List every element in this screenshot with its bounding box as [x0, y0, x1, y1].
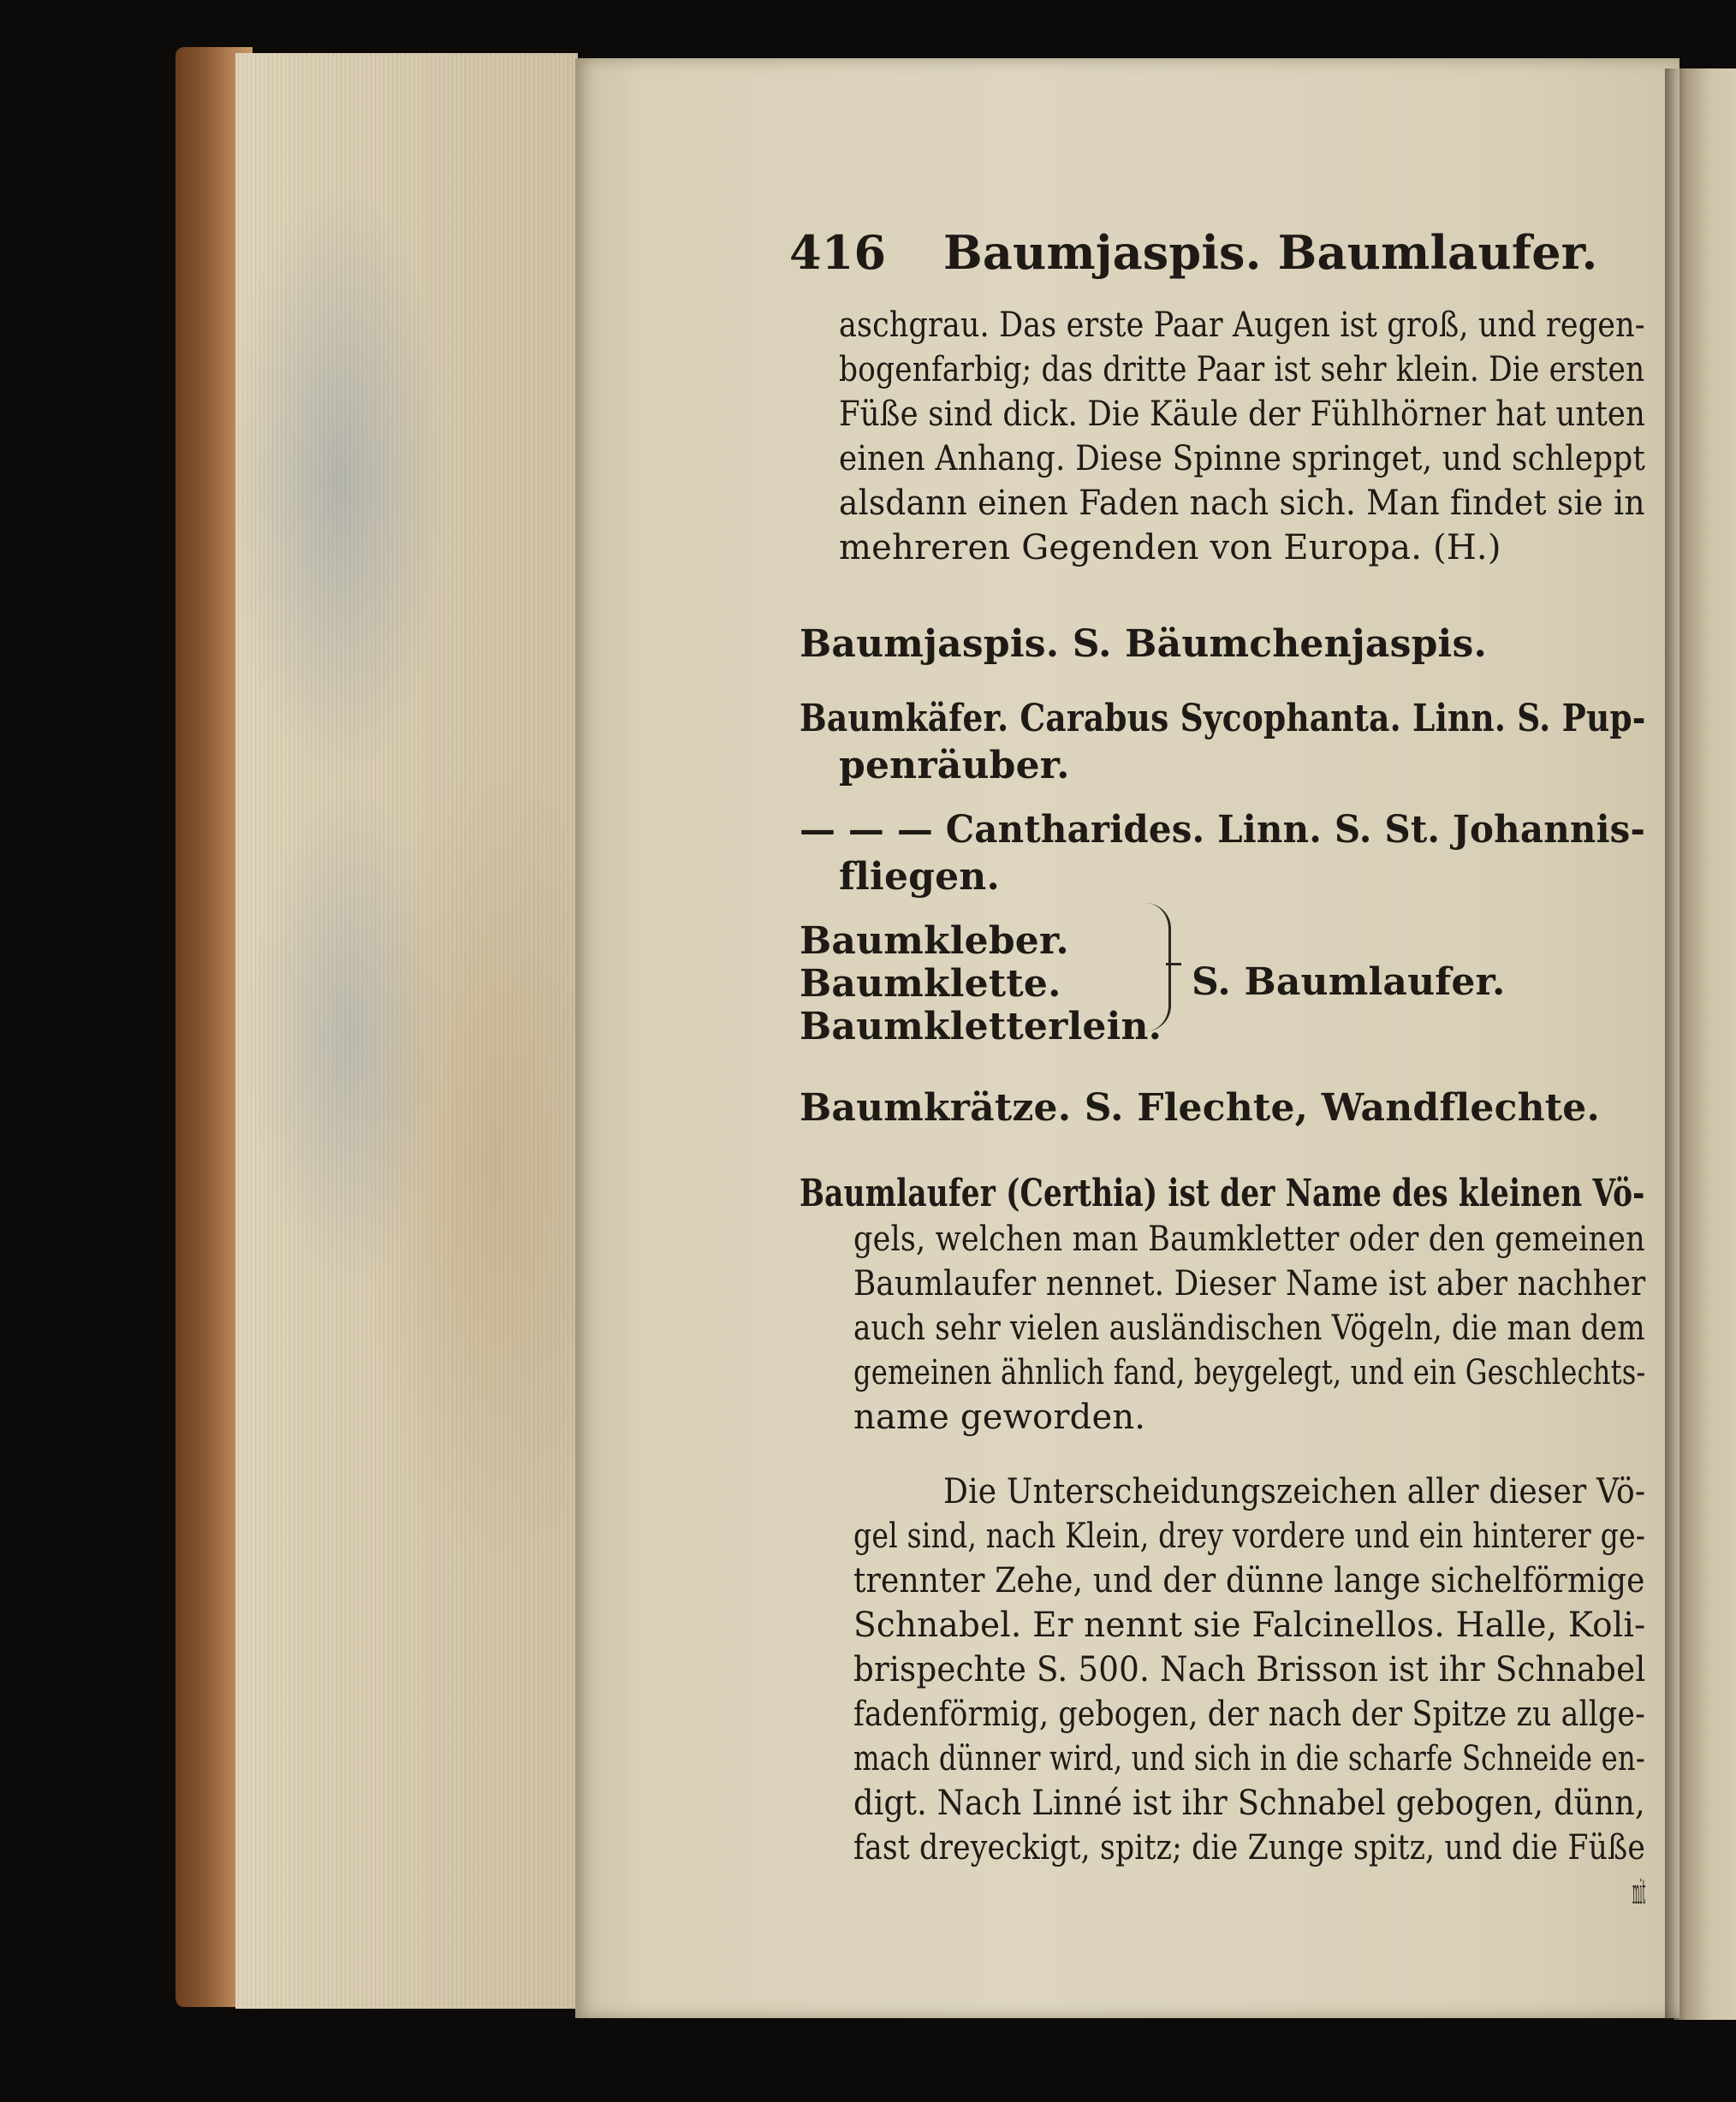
- entry-baumkraetze: Baumkrätze. S. Flechte, Wandflechte.: [800, 1086, 1601, 1130]
- book-page: [575, 58, 1680, 2018]
- entry-baumlaufer: Baumlaufer (Certhia) ist der Name des kleinen Vö-: [800, 1172, 1645, 1215]
- text-line: gel sind, nach Klein, drey vordere und ein hinterer ge-: [853, 1517, 1646, 1556]
- page-edges-stain: [235, 53, 578, 2009]
- text-line: fadenförmig, gebogen, der nach der Spitze zu allge-: [853, 1695, 1646, 1734]
- text-line: trennter Zehe, und der dünne lange sichelförmige: [853, 1561, 1645, 1600]
- text-line: gemeinen ähnlich fand, beygelegt, und ein Geschlechts-: [853, 1353, 1646, 1392]
- entry-baumklette: Baumklette.: [800, 962, 1061, 1006]
- entry-cantharides: — — — Cantharides. Linn. S. St. Johannis-: [800, 808, 1646, 852]
- catchword: mit: [1632, 1873, 1646, 1912]
- text-line: Die Unterscheidungszeichen aller dieser Vö-: [943, 1472, 1646, 1511]
- text-line: alsdann einen Faden nach sich. Man findet sie in: [839, 484, 1645, 523]
- running-title: Baumjaspis. Baumlaufer.: [943, 225, 1598, 280]
- text-line: digt. Nach Linné ist ihr Schnabel gebogen, dünn,: [853, 1784, 1645, 1823]
- text-line: bogenfarbig; das dritte Paar ist sehr klein. Die ersten: [839, 350, 1645, 389]
- entry-baumkletterlein: Baumkletterlein.: [800, 1005, 1162, 1048]
- entry-baumkleber: Baumkleber.: [800, 919, 1069, 963]
- gutter-shadow: [1665, 68, 1680, 2020]
- text-line: fast dreyeckigt, spitz; die Zunge spitz, und die Füße: [853, 1828, 1646, 1867]
- text-line: mehreren Gegenden von Europa. (H.): [839, 528, 1501, 567]
- text-line: Schnabel. Er nennt sie Falcinellos. Halle, Koli-: [853, 1606, 1646, 1645]
- brace-reference: S. Baumlaufer.: [1192, 960, 1506, 1004]
- entry-baumkaefer: Baumkäfer. Carabus Sycophanta. Linn. S. Pup-: [800, 697, 1646, 740]
- entry-baumjaspis: Baumjaspis. S. Bäumchenjaspis.: [800, 622, 1487, 666]
- entry-baumkaefer-cont: penräuber.: [839, 744, 1070, 787]
- bracket-brace: [1143, 903, 1171, 1031]
- text-line: brispechte S. 500. Nach Brisson ist ihr Schnabel: [853, 1650, 1646, 1689]
- page-number: 416: [789, 225, 887, 280]
- text-line: Füße sind dick. Die Käule der Fühlhörner hat unten: [839, 395, 1646, 434]
- bracket-brace-tip: [1166, 963, 1181, 965]
- text-line: gels, welchen man Baumkletter oder den gemeinen: [853, 1220, 1645, 1259]
- entry-cantharides-cont: fliegen.: [839, 855, 1001, 899]
- text-line: auch sehr vielen ausländischen Vögeln, die man dem: [853, 1309, 1645, 1348]
- page-text: [575, 58, 1680, 2018]
- text-line: aschgrau. Das erste Paar Augen ist groß, und regen-: [839, 306, 1645, 345]
- text-line: Baumlaufer nennet. Dieser Name ist aber nachher: [853, 1264, 1646, 1303]
- text-line: einen Anhang. Diese Spinne springet, und schleppt: [839, 439, 1645, 478]
- text-line: mach dünner wird, und sich in die scharfe Schneide en-: [853, 1739, 1645, 1778]
- facing-page: [1674, 68, 1736, 2020]
- text-line: name geworden.: [853, 1398, 1146, 1437]
